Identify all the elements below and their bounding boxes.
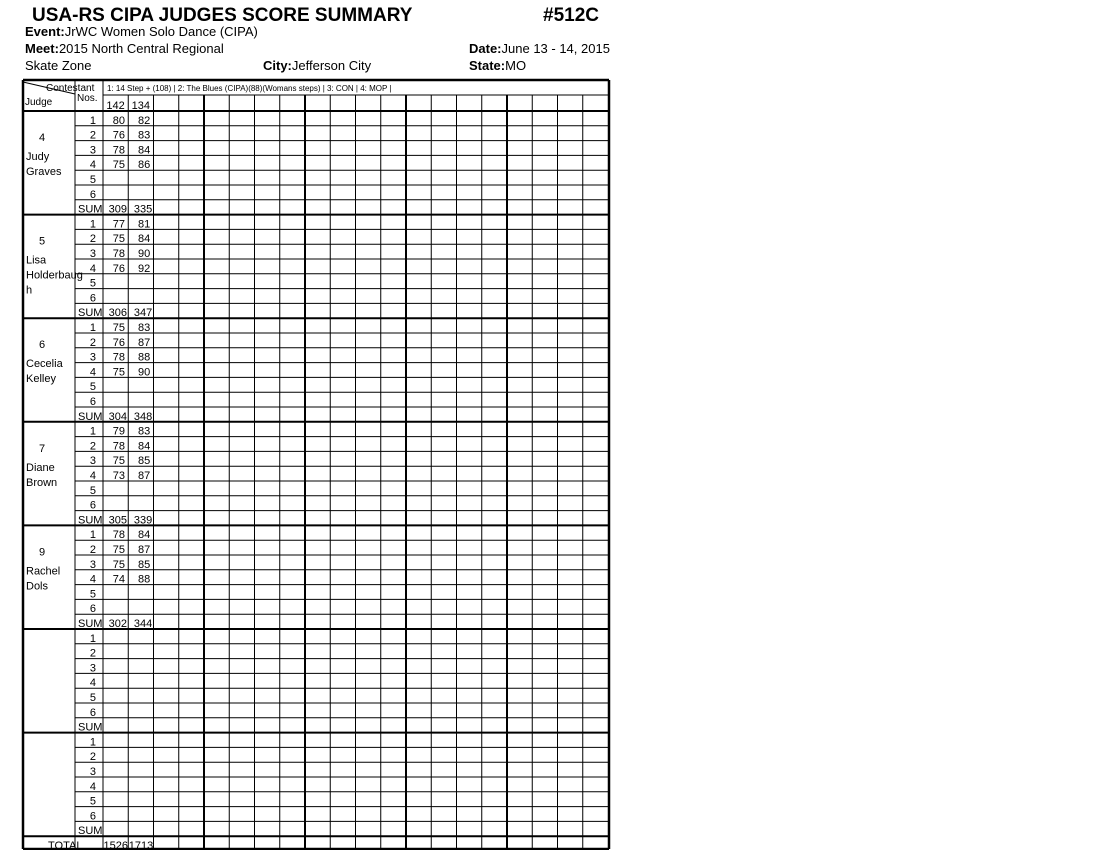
score-cell: 90	[138, 366, 151, 379]
row-number: 2	[89, 544, 96, 556]
score-cell: 78	[112, 351, 125, 364]
row-number: 1	[89, 218, 96, 231]
sum-cell: 344	[133, 618, 153, 630]
judge-number: 7	[38, 442, 46, 455]
row-number: 4	[89, 573, 96, 586]
row-number: 5	[89, 588, 96, 601]
row-number: 6	[89, 396, 96, 408]
judge-name: Judy	[26, 151, 50, 163]
sum-cell: 304	[108, 410, 127, 423]
page-title: USA-RS CIPA JUDGES SCORE SUMMARY	[32, 5, 413, 26]
city-value: Jefferson City	[291, 58, 372, 73]
form-number: #512C	[543, 5, 599, 26]
score-cell: 92	[138, 262, 151, 275]
score-cell: 79	[112, 425, 125, 438]
row-number: 5	[89, 692, 96, 704]
score-cell: 87	[138, 544, 151, 556]
row-number: 4	[89, 470, 96, 482]
score-cell: 78	[112, 144, 125, 157]
dance-list: 1: 14 Step + (108) | 2: The Blues (CIPA)(88)(Womans steps) | 3: CON | 4: MOP |	[107, 84, 392, 93]
sum-cell: 302	[108, 618, 127, 630]
judge-name: h	[26, 284, 33, 297]
sum-cell: 335	[133, 203, 153, 216]
score-cell: 75	[112, 455, 125, 468]
judge-number: 4	[38, 132, 46, 144]
score-cell: 78	[112, 248, 125, 260]
contestant-number: 142	[106, 100, 125, 112]
row-number: 3	[89, 144, 96, 157]
row-number: 3	[89, 766, 96, 778]
score-cell: 77	[112, 218, 125, 231]
judge-name: Holderbaug	[26, 269, 83, 282]
score-cell: 84	[138, 440, 151, 453]
sum-cell: 306	[108, 307, 127, 320]
score-cell: 75	[112, 544, 125, 556]
sum-label: SUM	[78, 307, 103, 320]
date-value: June 13 - 14, 2015	[501, 41, 610, 56]
date-label: Date:	[469, 41, 502, 56]
row-number: 4	[89, 677, 96, 690]
row-number: 2	[89, 751, 96, 764]
judge-name: Diane	[26, 461, 55, 474]
score-cell: 84	[138, 529, 151, 542]
judge-label: Judge	[25, 97, 53, 108]
score-cell: 85	[138, 455, 151, 468]
state-label: State:	[469, 58, 506, 73]
score-cell: 84	[138, 233, 151, 246]
judge-name: Brown	[26, 476, 58, 489]
total-label: TOTAL	[48, 840, 83, 850]
row-number: 6	[89, 188, 96, 201]
club-name: Skate Zone	[25, 58, 92, 73]
total-cell: 1526	[103, 840, 128, 850]
judge-number: 6	[38, 339, 46, 352]
state-value: MO	[505, 58, 527, 73]
event-label: Event:	[25, 24, 65, 39]
score-cell: 85	[138, 558, 151, 571]
row-number: 6	[89, 603, 96, 616]
score-cell: 88	[138, 351, 151, 364]
score-cell: 90	[138, 248, 151, 260]
row-number: 1	[89, 425, 96, 438]
row-number: 3	[89, 455, 96, 468]
judge-number: 5	[38, 235, 46, 248]
sum-cell: 305	[108, 514, 127, 527]
row-number: 4	[89, 780, 96, 793]
score-cell: 73	[112, 470, 125, 482]
score-cell: 82	[138, 114, 151, 127]
row-number: 5	[89, 795, 96, 808]
sum-label: SUM	[78, 618, 103, 630]
sum-label: SUM	[78, 825, 103, 838]
row-number: 1	[89, 114, 96, 127]
score-cell: 80	[112, 114, 125, 127]
row-number: 4	[89, 262, 96, 275]
row-number: 1	[89, 529, 96, 542]
score-cell: 83	[138, 322, 151, 334]
judge-name: Rachel	[26, 565, 61, 578]
score-cell: 78	[112, 529, 125, 542]
score-cell: 84	[138, 144, 151, 157]
meet-label: Meet:	[25, 41, 59, 56]
nos-label: Nos.	[77, 93, 98, 104]
row-number: 4	[89, 159, 96, 172]
score-cell: 87	[138, 336, 151, 349]
contestant-number: 134	[131, 100, 151, 112]
sum-label: SUM	[78, 721, 103, 734]
row-number: 1	[89, 322, 96, 334]
sum-label: SUM	[78, 410, 103, 423]
score-cell: 88	[138, 573, 151, 586]
row-number: 3	[89, 662, 96, 675]
contestant-label: Contestant	[46, 83, 95, 94]
judge-number: 9	[38, 546, 46, 559]
sum-cell: 339	[133, 514, 153, 527]
judge-name: Graves	[26, 166, 62, 178]
judge-name: Kelley	[26, 373, 56, 386]
row-number: 3	[89, 351, 96, 364]
score-cell: 83	[138, 129, 151, 142]
row-number: 3	[89, 558, 96, 571]
score-cell: 76	[112, 336, 125, 349]
row-number: 2	[89, 233, 96, 246]
sum-cell: 309	[108, 203, 127, 216]
judge-name: Lisa	[26, 254, 47, 267]
row-number: 1	[89, 736, 96, 749]
sum-label: SUM	[78, 203, 103, 216]
row-number: 6	[89, 810, 96, 823]
score-cell: 75	[112, 233, 125, 246]
score-cell: 75	[112, 159, 125, 172]
sum-cell: 348	[133, 410, 153, 423]
score-cell: 76	[112, 262, 125, 275]
score-cell: 76	[112, 129, 125, 142]
judge-name: Cecelia	[26, 358, 63, 371]
meet-value: 2015 North Central Regional	[58, 41, 224, 56]
score-cell: 75	[112, 366, 125, 379]
score-cell: 86	[138, 159, 151, 172]
sum-label: SUM	[78, 514, 103, 527]
row-number: 5	[89, 484, 96, 497]
row-number: 6	[89, 499, 96, 512]
row-number: 3	[89, 248, 96, 260]
total-cell: 1713	[128, 840, 154, 850]
score-cell: 83	[138, 425, 151, 438]
row-number: 2	[89, 647, 96, 660]
row-number: 2	[89, 440, 96, 453]
row-number: 6	[89, 292, 96, 305]
score-cell: 81	[138, 218, 151, 231]
score-cell: 78	[112, 440, 125, 453]
score-cell: 75	[112, 322, 125, 334]
city-label: City:	[263, 58, 292, 73]
score-cell: 87	[138, 470, 151, 482]
sum-cell: 347	[133, 307, 153, 320]
row-number: 4	[89, 366, 96, 379]
row-number: 6	[89, 706, 96, 719]
row-number: 2	[89, 336, 96, 349]
score-cell: 74	[112, 573, 125, 586]
row-number: 5	[89, 174, 96, 186]
event-value: JrWC Women Solo Dance (CIPA)	[64, 24, 258, 39]
row-number: 2	[89, 129, 96, 142]
row-number: 5	[89, 277, 96, 290]
row-number: 5	[89, 381, 96, 394]
judge-name: Dols	[26, 580, 49, 593]
row-number: 1	[89, 632, 96, 645]
score-cell: 75	[112, 558, 125, 571]
